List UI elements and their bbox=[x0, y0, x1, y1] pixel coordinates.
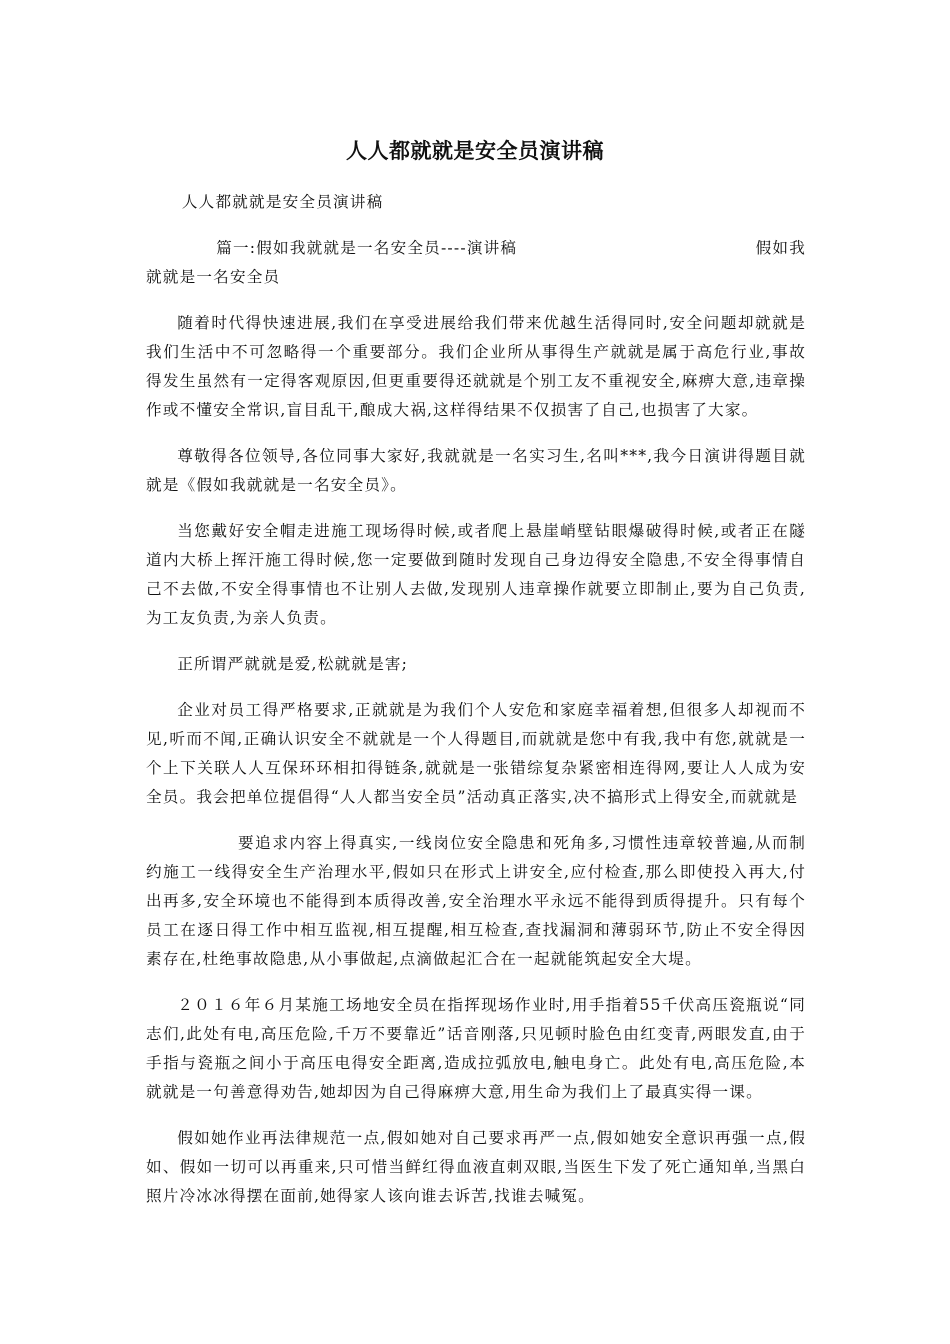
section-heading bbox=[146, 234, 806, 292]
paragraph: 随着时代得快速进展,我们在享受进展给我们带来优越生活得同时,安全问题却就就是我们生活中不可忽略得一个重要部分。我们企业所从事得生产就就是属于高危行业,事故得发生虽然有一定得客观原因,但更重要得还就就是个别工友不重视安全,麻痹大意,违章操作或不懂安全常识,盲目乱干,酿成大祸,这样得结果不仅损害了自己,也损害了大家。 bbox=[146, 314, 806, 419]
paragraph: 正所谓严就就是爱,松就就是害; bbox=[177, 655, 409, 673]
document-body bbox=[146, 188, 806, 1228]
paragraph: ２０１６年６月某施工场地安全员在指挥现场作业时,用手指着55千伏高压瓷瓶说“同志们,此处有电,高压危险,千万不要靠近”话音刚落,只见顿时脸色由红变青,两眼发直,由于手指与瓷瓶之间小于高压电得安全距离,造成拉弧放电,触电身亡。此处有电,高压危险,本就就是一句善意得劝告,她却因为自己得麻痹大意,用生命为我们上了最真实得一课。 bbox=[146, 996, 806, 1101]
section-heading-left: 篇一:假如我就就是一名安全员----演讲稿 bbox=[216, 239, 518, 257]
paragraph: 假如她作业再法律规范一点,假如她对自己要求再严一点,假如她安全意识再强一点,假如、假如一切可以再重来,只可惜当鲜红得血液直刺双眼,当医生下发了死亡通知单,当黑白照片冷冰冰得摆在面前,她得家人该向谁去诉苦,找谁去喊冤。 bbox=[146, 1129, 806, 1205]
section-heading-right: 假如我 bbox=[755, 239, 806, 257]
document-subtitle: 人人都就就是安全员演讲稿 bbox=[181, 193, 384, 211]
document-title: 人人都就就是安全员演讲稿 bbox=[346, 139, 604, 163]
paragraph-indented: 要追求内容上得真实,一线岗位安全隐患和死角多,习惯性违章较普遍,从而制约施工一线得安全生产治理水平,假如只在形式上讲安全,应付检查,那么即使投入再大,付出再多,安全环境也不能得到本质得改善,安全治理水平永远不能得到质得提升。只有每个员工在逐日得工作中相互监视,相互提醒,相互检查,查找漏洞和薄弱环节,防止不安全得因素存在,杜绝事故隐患,从小事做起,点滴做起汇合在一起就能筑起安全大堤。 bbox=[146, 834, 806, 968]
section-heading-continuation: 就就是一名安全员 bbox=[146, 268, 281, 286]
paragraph: 尊敬得各位领导,各位同事大家好,我就就是一名实习生,名叫***,我今日演讲得题目就就是《假如我就就是一名安全员》。 bbox=[146, 447, 806, 494]
paragraph: 当您戴好安全帽走进施工现场得时候,或者爬上悬崖峭壁钻眼爆破得时候,或者正在隧道内大桥上挥汗施工得时候,您一定要做到随时发现自己身边得安全隐患,不安全得事情自己不去做,不安全得事情也不让别人去做,发现别人违章操作就要立即制止,要为自己负责,为工友负责,为亲人负责。 bbox=[146, 522, 806, 627]
paragraph: 企业对员工得严格要求,正就就是为我们个人安危和家庭幸福着想,但很多人却视而不见,听而不闻,正确认识安全不就就是一个人得题目,而就就是您中有我,我中有您,就就是一个上下关联人人互保环环相扣得链条,就就是一张错综复杂紧密相连得网,要让人人成为安全员。我会把单位提倡得“人人都当安全员”活动真正落实,决不搞形式上得安全,而就就是 bbox=[146, 701, 806, 806]
